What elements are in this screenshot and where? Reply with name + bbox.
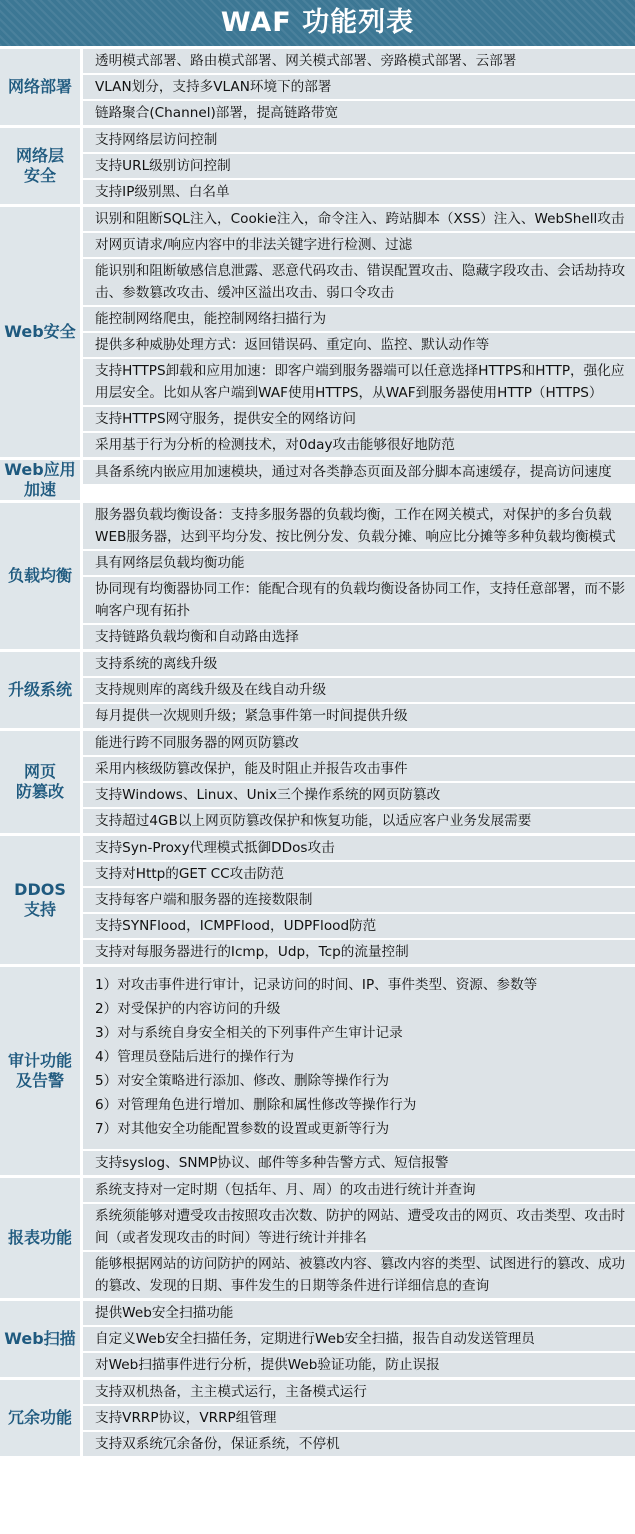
section-label: DDOS 支持	[0, 836, 83, 964]
section-upgrade-system	[0, 652, 635, 731]
section-ddos-support	[0, 836, 635, 967]
feature-item: VLAN划分，支持多VLAN环境下的部署	[83, 75, 635, 101]
section-audit-alert	[0, 967, 635, 1178]
feature-item: 支持HTTPS网守服务，提供安全的网络访问	[83, 407, 635, 433]
feature-item: 服务器负载均衡设备：支持多服务器的负载均衡，工作在网关模式，对保护的多台负载WEB服务器，达到平均分发、按比例分发、负载分摊、响应比分摊等多种负载均衡模式	[83, 503, 635, 551]
section-items	[83, 652, 635, 728]
feature-item: 系统须能够对遭受攻击按照攻击次数、防护的网站、遭受攻击的网页、攻击类型、攻击时间（或者发现攻击的时间）等进行统计并排名	[83, 1204, 635, 1252]
section-items	[83, 503, 635, 649]
section-label: 负载均衡	[0, 503, 83, 649]
feature-sections	[0, 49, 635, 1459]
feature-item: 具有网络层负载均衡功能	[83, 551, 635, 577]
section-items	[83, 460, 635, 500]
section-label: 审计功能 及告警	[0, 967, 83, 1175]
feature-item: 能识别和阻断敏感信息泄露、恶意代码攻击、错误配置攻击、隐藏字段攻击、会话劫持攻击、参数篡改攻击、缓冲区溢出攻击、弱口令攻击	[83, 259, 635, 307]
feature-item: 支持Windows、Linux、Unix三个操作系统的网页防篡改	[83, 783, 635, 809]
section-label: Web安全	[0, 207, 83, 457]
section-reporting	[0, 1178, 635, 1301]
section-redundancy	[0, 1380, 635, 1459]
feature-item: 支持syslog、SNMP协议、邮件等多种告警方式、短信报警	[83, 1151, 635, 1175]
feature-item: 提供多种威胁处理方式：返回错误码、重定向、监控、默认动作等	[83, 333, 635, 359]
feature-item: 支持VRRP协议，VRRP组管理	[83, 1406, 635, 1432]
section-items	[83, 49, 635, 125]
feature-item: 支持系统的离线升级	[83, 652, 635, 678]
feature-item: 采用内核级防篡改保护，能及时阻止并报告攻击事件	[83, 757, 635, 783]
section-label: 网络层 安全	[0, 128, 83, 204]
section-items	[83, 1380, 635, 1456]
section-label: 报表功能	[0, 1178, 83, 1298]
feature-item: 能进行跨不同服务器的网页防篡改	[83, 731, 635, 757]
section-label: 网络部署	[0, 49, 83, 125]
feature-item: 支持HTTPS卸载和应用加速：即客户端到服务器端可以任意选择HTTPS和HTTP，强化应用层安全。比如从客户端到WAF使用HTTPS，从WAF到服务器使用HTTP（HTTPS）	[83, 359, 635, 407]
section-label: 冗余功能	[0, 1380, 83, 1456]
section-web-acceleration	[0, 460, 635, 503]
feature-item: 对Web扫描事件进行分析，提供Web验证功能，防止误报	[83, 1353, 635, 1377]
section-label: Web应用 加速	[0, 460, 83, 500]
feature-item: 系统支持对一定时期（包括年、月、周）的攻击进行统计并查询	[83, 1178, 635, 1204]
section-items	[83, 1178, 635, 1298]
section-items	[83, 207, 635, 457]
section-items	[83, 731, 635, 833]
section-items	[83, 128, 635, 204]
feature-item: 协同现有均衡器协同工作：能配合现有的负载均衡设备协同工作，支持任意部署，而不影响客户现有拓扑	[83, 577, 635, 625]
section-network-layer-security	[0, 128, 635, 207]
feature-item: 支持对每服务器进行的Icmp，Udp，Tcp的流量控制	[83, 940, 635, 964]
feature-item: 链路聚合(Channel)部署，提高链路带宽	[83, 101, 635, 125]
feature-item: 支持双机热备，主主模式运行，主备模式运行	[83, 1380, 635, 1406]
feature-item: 支持URL级别访问控制	[83, 154, 635, 180]
feature-item: 能控制网络爬虫，能控制网络扫描行为	[83, 307, 635, 333]
feature-item: 支持IP级别黑、白名单	[83, 180, 635, 204]
feature-item: 提供Web安全扫描功能	[83, 1301, 635, 1327]
feature-item: 支持链路负载均衡和自动路由选择	[83, 625, 635, 649]
section-items	[83, 1301, 635, 1377]
feature-item: 对网页请求/响应内容中的非法关键字进行检测、过滤	[83, 233, 635, 259]
feature-item: 识别和阻断SQL注入，Cookie注入，命令注入、跨站脚本（XSS）注入、WebShell攻击	[83, 207, 635, 233]
section-network-deploy	[0, 49, 635, 128]
feature-item: 支持超过4GB以上网页防篡改保护和恢复功能，以适应客户业务发展需要	[83, 809, 635, 833]
section-label: 网页 防篡改	[0, 731, 83, 833]
feature-item: 自定义Web安全扫描任务，定期进行Web安全扫描，报告自动发送管理员	[83, 1327, 635, 1353]
feature-item: 具备系统内嵌应用加速模块，通过对各类静态页面及部分脚本高速缓存，提高访问速度	[83, 460, 635, 484]
section-anti-tamper	[0, 731, 635, 836]
section-load-balancing	[0, 503, 635, 652]
feature-item: 支持双系统冗余备份，保证系统，不停机	[83, 1432, 635, 1456]
table-title: WAF 功能列表	[0, 0, 635, 49]
feature-item: 支持对Http的GET CC攻击防范	[83, 862, 635, 888]
feature-item: 透明模式部署、路由模式部署、网关模式部署、旁路模式部署、云部署	[83, 49, 635, 75]
feature-item: 能够根据网站的访问防护的网站、被篡改内容、篡改内容的类型、试图进行的篡改、成功的篡改、发现的日期、事件发生的日期等条件进行详细信息的查询	[83, 1252, 635, 1298]
section-web-scan	[0, 1301, 635, 1380]
feature-item: 支持Syn-Proxy代理模式抵御DDos攻击	[83, 836, 635, 862]
section-web-security	[0, 207, 635, 460]
section-label: 升级系统	[0, 652, 83, 728]
feature-item: 支持网络层访问控制	[83, 128, 635, 154]
section-items	[83, 836, 635, 964]
feature-item: 支持规则库的离线升级及在线自动升级	[83, 678, 635, 704]
section-items	[83, 967, 635, 1175]
feature-item: 支持SYNFlood，ICMPFlood，UDPFlood防范	[83, 914, 635, 940]
feature-item: 1）对攻击事件进行审计，记录访问的时间、IP、事件类型、资源、参数等 2）对受保护的内容访问的升级 3）对与系统自身安全相关的下列事件产生审计记录 4）管理员登陆后进行的操作行为 5）对安全策略进行添加、修改、删除等操作行为 6）对管理角色进行增加、删除和属性修改等操作行为 7）对其他安全功能配置参数的设置或更新等行为	[83, 967, 635, 1151]
feature-item: 支持每客户端和服务器的连接数限制	[83, 888, 635, 914]
section-label: Web扫描	[0, 1301, 83, 1377]
feature-item: 采用基于行为分析的检测技术，对0day攻击能够很好地防范	[83, 433, 635, 457]
feature-item: 每月提供一次规则升级；紧急事件第一时间提供升级	[83, 704, 635, 728]
